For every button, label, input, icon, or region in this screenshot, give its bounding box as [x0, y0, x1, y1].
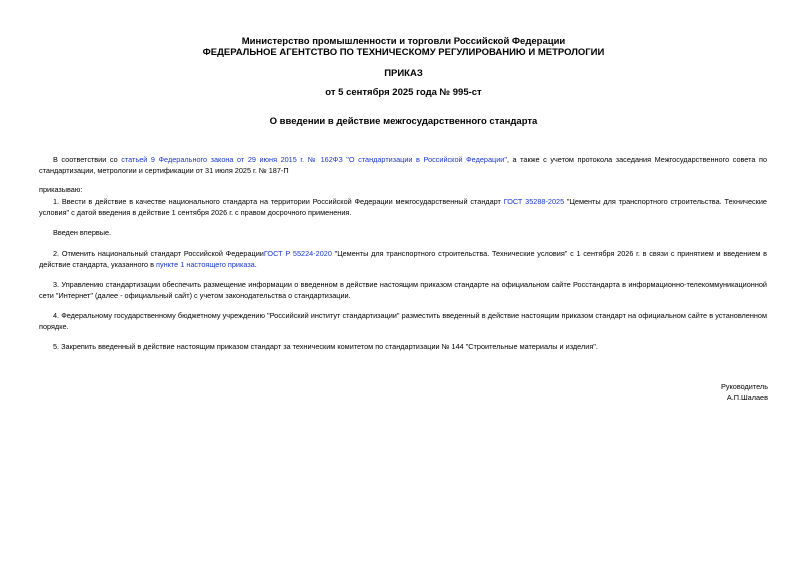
gost-35288-link[interactable]: ГОСТ 35288-2025 — [503, 197, 565, 206]
preamble-paragraph — [39, 155, 767, 176]
gost-r-55224-link[interactable]: ГОСТ Р 55224-2020 — [263, 249, 332, 258]
item-4-paragraph: 4. Федеральному государственному бюджетному учреждению "Российский институт стандартизации" разместить введенный в действие настоящим приказом стандарт на официальном сайте в установленном порядке. — [39, 311, 767, 331]
item-5-paragraph: 5. Закрепить введенный в действие настоящим приказом стандарт за техническим комитетом по стандартизации № 144 "Строительные материалы и изделия". — [53, 342, 598, 351]
item-1-text: 1. Ввести в действие в качестве национального стандарта на территории Российской Федерации межгосударственный стандарт — [53, 197, 504, 206]
federal-law-link[interactable]: статьей 9 Федерального закона от 29 июня 2015 г. № 162ФЗ "О стандартизации в Российской Федерации" — [121, 155, 507, 164]
item-2-text-end: . — [254, 259, 257, 269]
agency-title: ФЕДЕРАЛЬНОЕ АГЕНТСТВО ПО ТЕХНИЧЕСКОМУ РЕГУЛИРОВАНИЮ И МЕТРОЛОГИИ — [202, 47, 605, 58]
document-date-number: от 5 сентября 2025 года № 995-ст — [325, 87, 482, 98]
signatory-role: Руководитель — [720, 382, 768, 391]
item-2-text: 2. Отменить национальный стандарт Российской Федерации — [53, 249, 264, 258]
order-word: приказываю: — [39, 185, 83, 194]
order-point-1-link[interactable]: пункте 1 настоящего приказа — [156, 259, 255, 269]
preamble-text-continued: , а также с учетом протокола заседания Межгосударственного совета по стандартизации, метрологии и сертификации от 31 июля 2025 г. № 187-П — [39, 155, 768, 175]
item-1-text-continued: "Цементы для транспортного строительства. Технические условия" с датой введения в действие 1 сентября 2026 г. с правом досрочного применения. — [39, 197, 767, 217]
signatory-name: А.П.Шалаев — [726, 393, 768, 402]
item-3-paragraph: 3. Управлению стандартизации обеспечить размещение информации о введенном в действие настоящим приказом стандарте на официальном сайте Росстандарта в информационно-телекоммуникационной сети "Интернет" (далее - официальный сайт) с учетом законодательства о стандартизации. — [39, 280, 767, 300]
item-1-paragraph — [39, 197, 767, 218]
item-1-note: Введен впервые. — [53, 228, 112, 237]
document-type: ПРИКАЗ — [384, 68, 423, 79]
item-2-text-continued: "Цементы для транспортного строительства. Технические условия" с 1 сентября 2026 г. в связи с принятием и введением в действие стандарта, указанного в — [39, 249, 767, 269]
ministry-title: Министерство промышленности и торговли Российской Федерации — [241, 36, 566, 47]
item-2-paragraph — [39, 249, 767, 270]
document-subject: О введении в действие межгосударственного стандарта — [269, 116, 538, 127]
preamble-text: В соответствии со — [53, 155, 122, 164]
